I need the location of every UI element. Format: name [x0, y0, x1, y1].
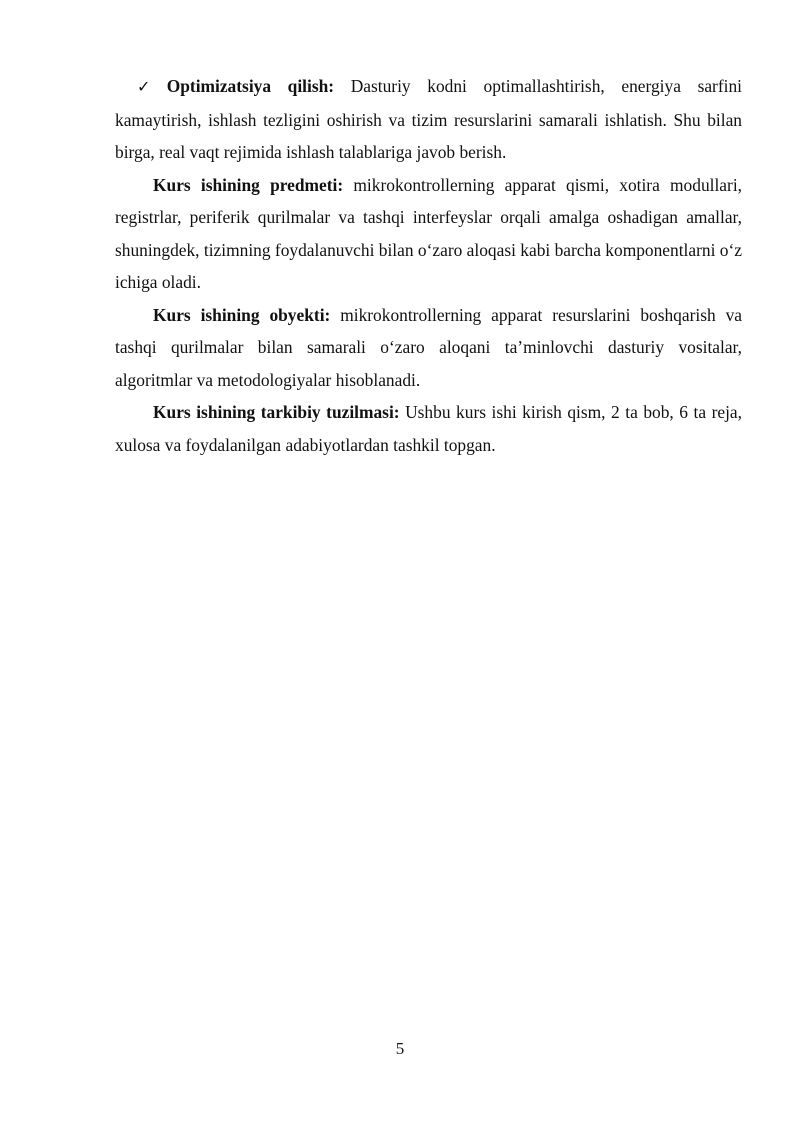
- paragraph-text: Ushbu kurs ishi kirish qism, 2 ta bob, 6 ta reja, xulosa va foydalanilgan adabiyotlardan tashkil topgan.: [115, 402, 742, 455]
- checkmark-icon: ✓: [137, 77, 163, 96]
- paragraph-optimization: [115, 70, 742, 169]
- paragraph-text: mikrokontrollerning apparat resurslarini boshqarish va tashqi qurilmalar bilan samarali o‘zaro aloqani ta’minlovchi dasturiy vositalar, algoritmlar va metodologiyalar hisoblanadi.: [115, 304, 742, 390]
- paragraph-lead: Kurs ishining obyekti:: [153, 304, 331, 325]
- paragraph-text: Dasturiy kodni optimallashtirish, energiya sarfini kamaytirish, ishlash tezligini oshirish va tizim resurslarini samarali ishlatish. Shu bilan birga, real vaqt rejimida ishlash talablariga javob berish.: [115, 76, 742, 162]
- paragraph-lead: Optimizatsiya qilish:: [166, 76, 335, 96]
- paragraph-lead: Kurs ishining tarkibiy tuzilmasi:: [153, 402, 400, 422]
- page-number: 5: [395, 1039, 405, 1058]
- paragraph-subject: [115, 169, 742, 299]
- page-body: [115, 70, 742, 461]
- paragraph-text: mikrokontrollerning apparat qismi, xotira modullari, registrlar, periferik qurilmalar va tashqi interfeyslar orqali amalga oshadigan amallar, shuningdek, tizimning foydalanuvchi bilan o‘zaro aloqasi kabi barcha komponentlarni o‘z ichiga oladi.: [115, 174, 742, 292]
- paragraph-structure: [115, 396, 742, 461]
- paragraph-lead: Kurs ishining predmeti:: [153, 174, 344, 195]
- paragraph-object: [115, 299, 742, 397]
